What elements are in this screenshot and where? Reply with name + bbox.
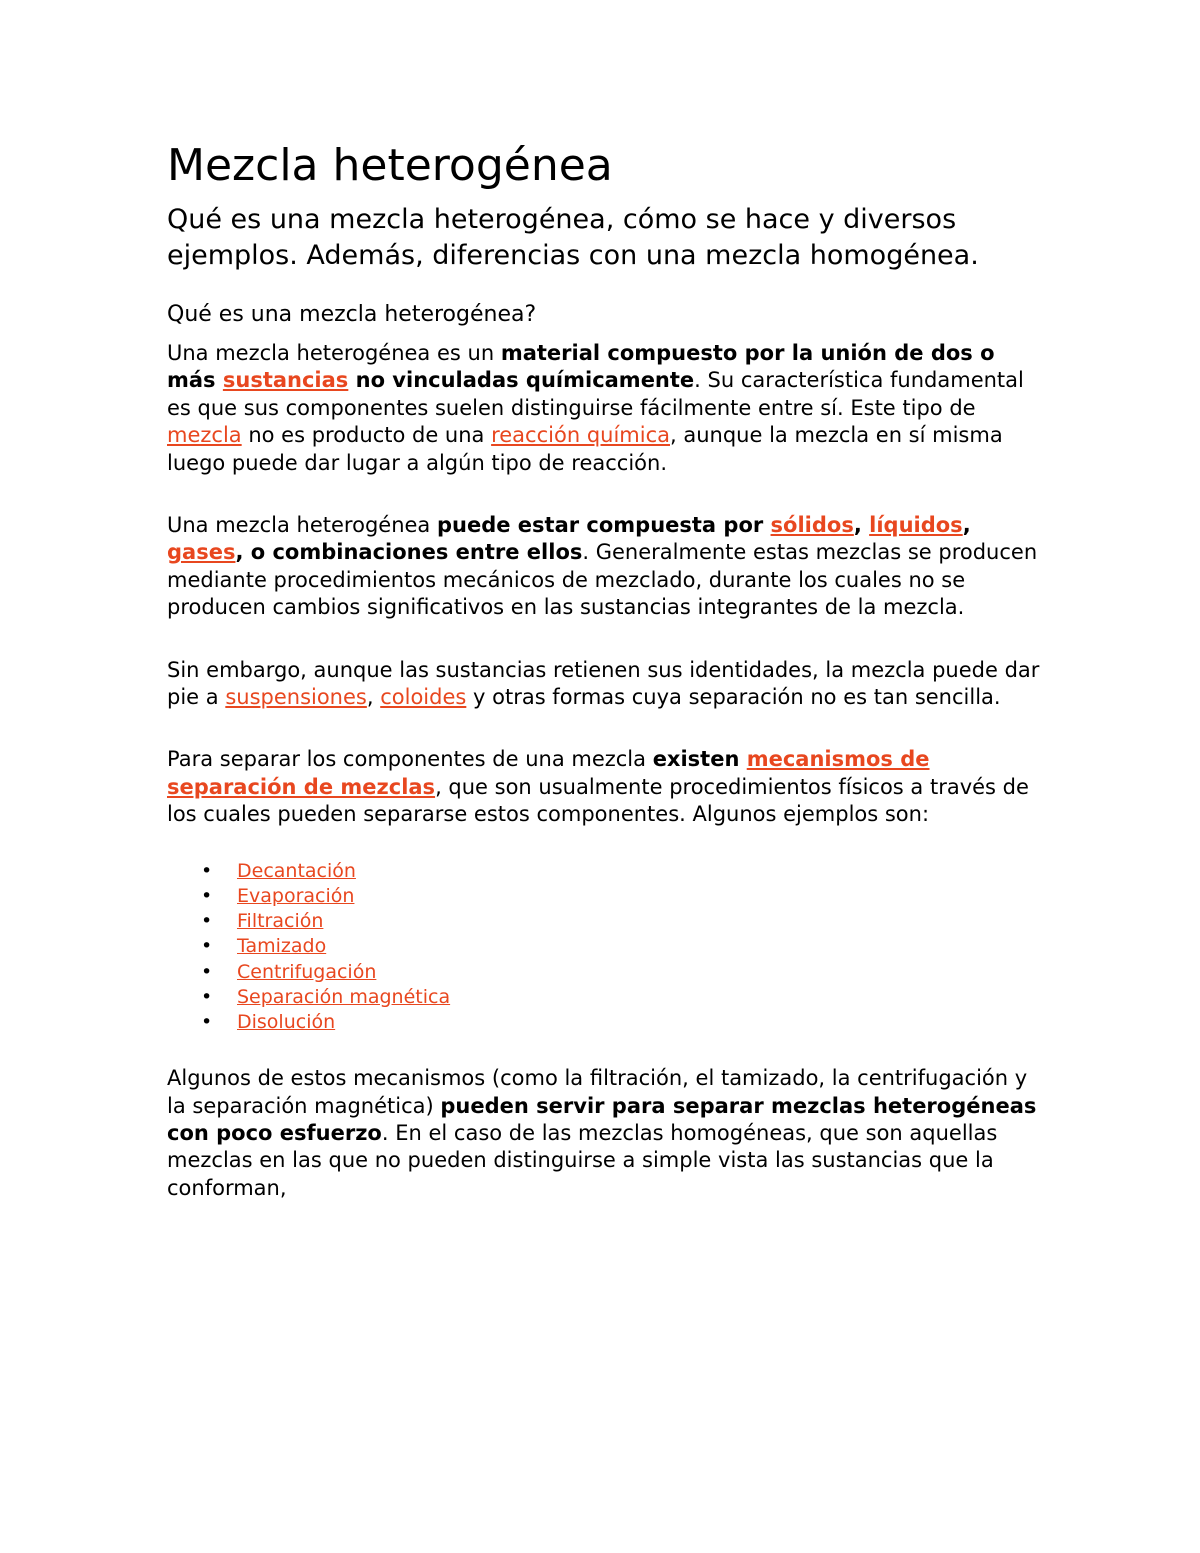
link-method[interactable]: Decantación bbox=[237, 859, 356, 882]
bold-run: no vinculadas químicamente bbox=[348, 368, 695, 393]
bold-run: pueden servir para separar mezclas heterogéneas con poco esfuerzo bbox=[167, 1093, 1037, 1145]
text-run: no es producto de una bbox=[241, 423, 492, 448]
link-method[interactable]: Filtración bbox=[237, 910, 324, 933]
list-item bbox=[201, 985, 1047, 1010]
document-title: Mezcla heterogénea bbox=[167, 140, 613, 191]
text-run: , aunque la mezcla en sí misma luego puede dar lugar a algún tipo de reacción. bbox=[167, 423, 1003, 475]
bullet-icon: • bbox=[201, 910, 213, 933]
link-gases[interactable]: gases bbox=[167, 540, 236, 565]
bullet-icon: • bbox=[201, 960, 213, 983]
text-run: Una mezcla heterogénea es un bbox=[167, 341, 501, 365]
paragraph-definition bbox=[167, 340, 1047, 477]
link-method[interactable]: Disolución bbox=[237, 1010, 336, 1033]
text-run: . Generalmente estas mezclas se producen mediante procedimientos mecánicos de mezclado, durante los cuales no se producen cambios significativos en las sustancias integrantes de la mezcla. bbox=[167, 540, 1038, 620]
link-suspensiones[interactable]: suspensiones bbox=[225, 685, 367, 710]
bullet-icon: • bbox=[201, 859, 213, 882]
text-run: Sin embargo, aunque las sustancias retienen sus identidades, la mezcla puede dar pie a bbox=[167, 657, 1040, 710]
link-mecanismos-separacion[interactable]: mecanismos de separación de mezclas bbox=[167, 747, 930, 799]
text-run: , que son usualmente procedimientos físicos a través de los cuales pueden separarse estos componentes. Algunos ejemplos son: bbox=[167, 774, 1029, 827]
list-item bbox=[201, 859, 1047, 884]
text-run: y otras formas cuya separación no es tan sencilla. bbox=[466, 685, 1001, 710]
list-item bbox=[201, 960, 1047, 985]
bullet-icon: • bbox=[201, 985, 213, 1008]
link-liquidos[interactable]: líquidos bbox=[869, 513, 963, 538]
link-method[interactable]: Centrifugación bbox=[237, 960, 377, 983]
separation-methods-list bbox=[167, 859, 1047, 1035]
list-item bbox=[201, 909, 1047, 934]
link-method[interactable]: Evaporación bbox=[237, 884, 355, 907]
list-item bbox=[201, 1010, 1047, 1035]
document-subtitle: Qué es una mezcla heterogénea, cómo se hace y diversos ejemplos. Además, diferencias con una mezcla homogénea. bbox=[167, 204, 979, 271]
bold-run: , bbox=[962, 513, 971, 538]
link-mezcla[interactable]: mezcla bbox=[167, 423, 242, 448]
link-sustancias[interactable]: sustancias bbox=[222, 368, 349, 393]
bold-run: , bbox=[853, 513, 870, 538]
bold-run: existen bbox=[652, 747, 747, 772]
paragraph-composition bbox=[167, 512, 1047, 622]
text-run: . Su característica fundamental es que sus componentes suelen distinguirse fácilmente entre sí. Este tipo de bbox=[167, 368, 1024, 420]
text-run: Una mezcla heterogénea bbox=[167, 513, 437, 538]
text-run: Para separar los componentes de una mezcla bbox=[167, 747, 653, 772]
link-method[interactable]: Tamizado bbox=[237, 935, 327, 958]
section-heading: Qué es una mezcla heterogénea? bbox=[167, 302, 537, 327]
bullet-icon: • bbox=[201, 884, 213, 907]
paragraph-effort bbox=[167, 1065, 1047, 1202]
list-item bbox=[201, 884, 1047, 909]
paragraph-separation bbox=[167, 746, 1047, 828]
text-run: . En el caso de las mezclas homogéneas, que son aquellas mezclas en las que no pueden distinguirse a simple vista las sustancias que la conforman, bbox=[167, 1120, 998, 1200]
link-coloides[interactable]: coloides bbox=[380, 685, 467, 710]
paragraph-suspensions bbox=[167, 657, 1047, 712]
bold-run: puede estar compuesta por bbox=[436, 513, 771, 538]
text-run: Algunos de estos mecanismos (como la filtración, el tamizado, la centrifugación y la separación magnética) bbox=[167, 1066, 1028, 1118]
text-run: , bbox=[366, 685, 381, 710]
link-reaccion-quimica[interactable]: reacción química bbox=[491, 423, 670, 448]
bullet-icon: • bbox=[201, 1010, 213, 1033]
bullet-icon: • bbox=[201, 935, 213, 958]
bold-run: material compuesto por la unión de dos o más bbox=[167, 341, 995, 393]
link-method[interactable]: Separación magnética bbox=[237, 985, 451, 1008]
list-item bbox=[201, 934, 1047, 959]
bold-run: , o combinaciones entre ellos bbox=[235, 540, 583, 565]
link-solidos[interactable]: sólidos bbox=[770, 513, 854, 538]
document-page bbox=[167, 138, 1047, 1237]
